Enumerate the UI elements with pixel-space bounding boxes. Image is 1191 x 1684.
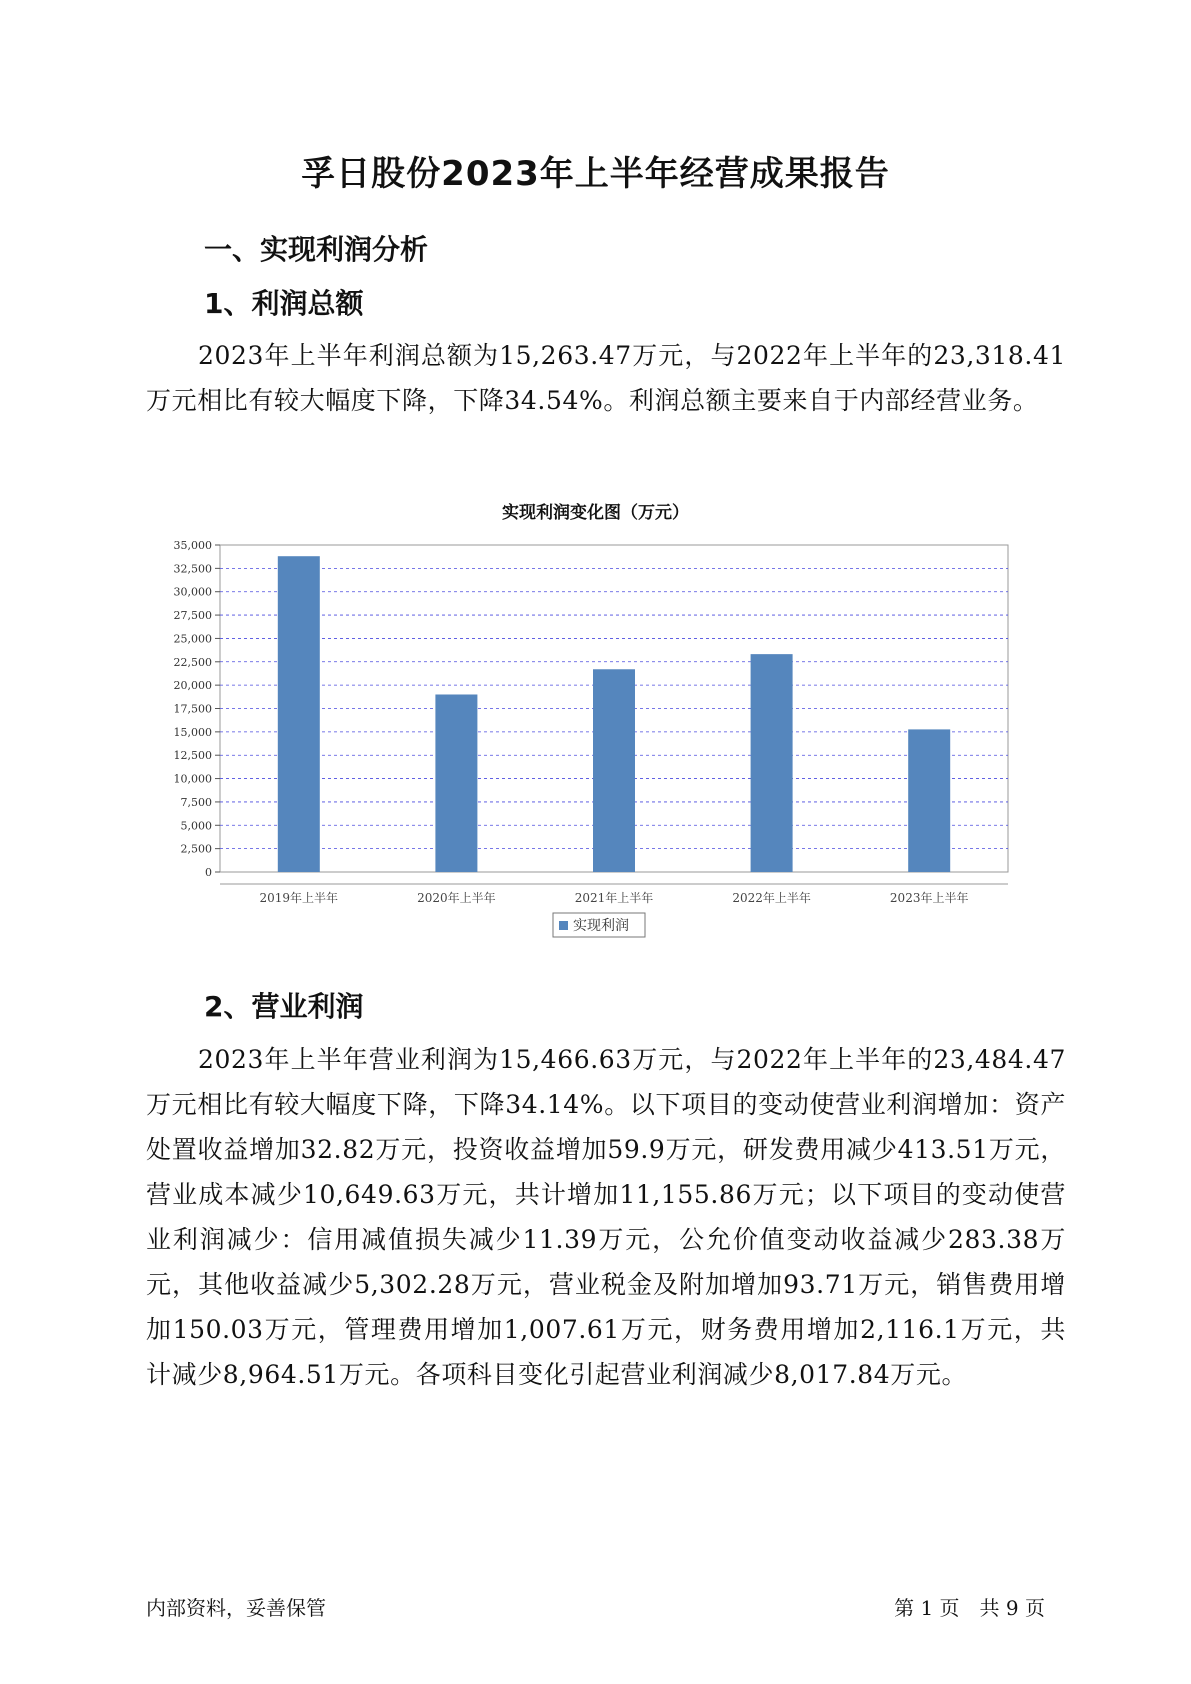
y-tick-label: 20,000: [173, 679, 212, 693]
bar: [278, 556, 320, 872]
section-heading-profit-analysis: 一、实现利润分析: [204, 233, 429, 266]
y-tick-label: 35,000: [173, 539, 212, 552]
chart-title: 实现利润变化图（万元）: [502, 503, 689, 523]
y-tick-label: 0: [205, 866, 212, 879]
bar: [593, 669, 635, 872]
bar: [435, 694, 477, 872]
y-tick-label: 25,000: [173, 632, 212, 646]
y-tick-label: 12,500: [173, 749, 212, 763]
y-tick-label: 7,500: [180, 795, 212, 809]
legend-label: 实现利润: [573, 918, 629, 934]
y-tick-label: 10,000: [173, 772, 212, 786]
y-tick-label: 17,500: [173, 702, 212, 716]
y-tick-label: 15,000: [173, 725, 212, 739]
y-tick-label: 30,000: [173, 585, 212, 599]
footer-confidential-note: 内部资料，妥善保管: [146, 1596, 326, 1620]
bar: [908, 729, 950, 872]
y-tick-label: 22,500: [173, 655, 212, 669]
y-tick-label: 32,500: [173, 562, 212, 576]
y-tick-label: 5,000: [180, 819, 212, 833]
y-tick-label: 2,500: [180, 842, 212, 856]
document-title: 孚日股份2023年上半年经营成果报告: [301, 154, 890, 194]
bar: [751, 654, 793, 872]
x-tick-label: 2020年上半年: [417, 891, 496, 905]
x-tick-label: 2023年上半年: [889, 891, 969, 905]
paragraph-operating-profit: 2023年上半年营业利润为15,466.63万元，与2022年上半年的23,484.47万元相比有较大幅度下降，下降34.14%。以下项目的变动使营业利润增加：资产处置收益增加32.82万元，投资收益增加59.9万元，研发费用减少413.51万元，营业成本减少10,649.63万元，共计增加11,155.86万元；以下项目的变动使营业利润减少：信用减值损失减少11.39万元，公允价值变动收益减少283.38万元，其他收益减少5,302.28万元，营业税金及附加增加93.71万元，销售费用增加150.03万元，管理费用增加1,007.61万元，财务费用增加2,116.1万元，共计减少8,964.51万元。各项科目变化引起营业利润减少8,017.84万元。: [146, 1045, 1066, 1389]
y-tick-label: 27,500: [173, 609, 212, 623]
footer-page-number: 第 1 页 共 9 页: [894, 1596, 1045, 1620]
subsection-heading-total-profit: 1、利润总额: [204, 287, 364, 320]
legend-swatch: [559, 921, 568, 930]
subsection-heading-operating-profit: 2、营业利润: [204, 990, 364, 1023]
x-tick-label: 2019年上半年: [259, 891, 339, 905]
paragraph-total-profit: 2023年上半年利润总额为15,263.47万元，与2022年上半年的23,318.41万元相比有较大幅度下降，下降34.54%。利润总额主要来自于内部经营业务。: [146, 341, 1066, 415]
x-tick-label: 2021年上半年: [574, 891, 654, 905]
x-tick-label: 2022年上半年: [732, 891, 811, 905]
